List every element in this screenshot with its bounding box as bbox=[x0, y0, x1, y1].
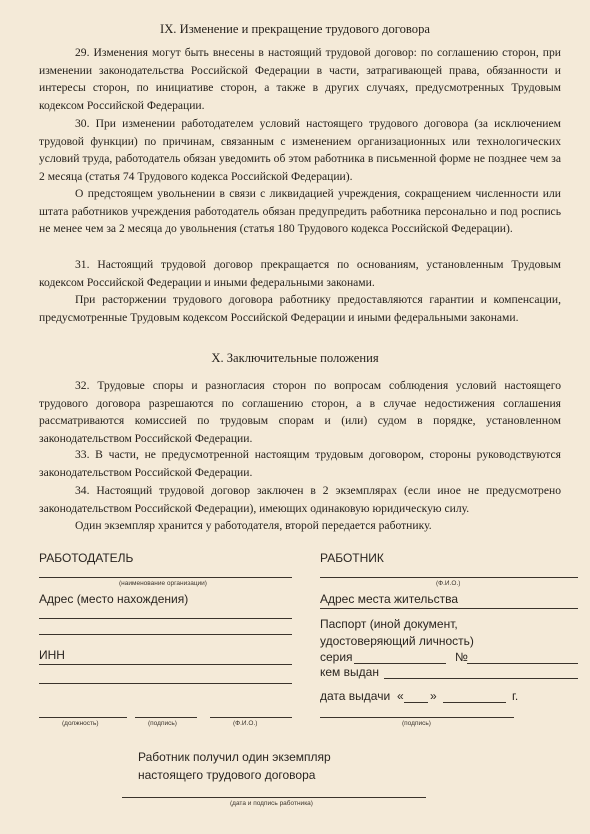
employee-fio-caption: (Ф.И.О.) bbox=[436, 580, 461, 587]
employee-date-day-line[interactable] bbox=[404, 702, 428, 703]
date-close-quote: » bbox=[430, 689, 437, 703]
clause-29: 29. Изменения могут быть внесены в настоящий трудовой договор: по соглашению сторон, при изменении законодательства Российской Федерации в части, затрагивающей права, обязанности и интересы сторон, по инициативе сторон, а также в других случаях, предусмотренных Трудовым кодексом Российской Федерации. bbox=[39, 46, 561, 112]
employee-date-month-line[interactable] bbox=[443, 702, 506, 703]
receipt-signature-line[interactable] bbox=[122, 797, 426, 798]
employee-issued-label: кем выдан bbox=[320, 665, 379, 679]
receipt-line-1: Работник получил один экземпляр bbox=[138, 750, 331, 764]
employer-fio-line[interactable] bbox=[210, 717, 292, 718]
employee-date-label: дата выдачи bbox=[320, 689, 391, 703]
employee-series-line[interactable] bbox=[354, 663, 446, 664]
employee-issued-line[interactable] bbox=[384, 678, 578, 679]
clause-34: 34. Настоящий трудовой договор заключен в 2 экземплярах (если иное не предусмотрено законодательством Российской Федерации), имеющих одинаковую юридическую силу. bbox=[39, 484, 561, 515]
clause-30-dismissal: О предстоящем увольнении в связи с ликвидацией учреждения, сокращением численности или штата работников учреждения работодатель обязан предупредить работника персонально и под роспись не менее чем за 2 месяца до увольнения (статья 180 Трудового кодекса Российской Федерации). bbox=[39, 187, 561, 236]
section-9-title: IX. Изменение и прекращение трудового договора bbox=[160, 22, 430, 36]
employee-number-label: № bbox=[455, 650, 468, 664]
clause-34-copies: Один экземпляр хранится у работодателя, второй передается работнику. bbox=[75, 519, 432, 532]
employee-passport-label-1: Паспорт (иной документ, bbox=[320, 617, 458, 631]
employer-signature-line[interactable] bbox=[135, 717, 197, 718]
employer-org-line[interactable] bbox=[39, 577, 292, 578]
employer-address-label: Адрес (место нахождения) bbox=[39, 592, 189, 606]
employee-passport-label-2: удостоверяющий личность) bbox=[320, 634, 474, 648]
section-10-title: X. Заключительные положения bbox=[211, 351, 379, 365]
employer-address-line-1[interactable] bbox=[39, 618, 292, 619]
employer-address-line-2[interactable] bbox=[39, 634, 292, 635]
employer-position-line[interactable] bbox=[39, 717, 127, 718]
clause-32: 32. Трудовые споры и разногласия сторон по вопросам соблюдения условий настоящего трудового договора разрешаются по соглашению сторон, а в случае недостижения соглашения рассматриваются комиссией по трудовым спорам и (или) судом в порядке, установленном законодательством Российской Федерации. bbox=[39, 379, 561, 445]
employee-address-label: Адрес места жительства bbox=[320, 592, 459, 606]
employer-inn-line[interactable] bbox=[39, 664, 292, 665]
employee-number-line[interactable] bbox=[467, 663, 578, 664]
employee-signature-line[interactable] bbox=[320, 717, 514, 718]
employer-signature-caption: (подпись) bbox=[148, 720, 177, 727]
receipt-line-2: настоящего трудового договора bbox=[138, 768, 316, 782]
employer-org-caption: (наименование организации) bbox=[119, 580, 207, 587]
employer-fio-caption: (Ф.И.О.) bbox=[233, 720, 258, 727]
employer-inn-label: ИНН bbox=[39, 648, 65, 662]
employer-position-caption: (должность) bbox=[62, 720, 99, 727]
clause-33: 33. В части, не предусмотренной настоящим трудовым договором, стороны руководствуются законодательством Российской Федерации. bbox=[39, 448, 561, 479]
employee-heading: РАБОТНИК bbox=[320, 551, 384, 565]
employee-address-line[interactable] bbox=[320, 608, 578, 609]
employer-extra-line[interactable] bbox=[39, 683, 292, 684]
clause-31: 31. Настоящий трудовой договор прекращается по основаниям, установленным Трудовым кодексом Российской Федерации и иными федеральными законами. bbox=[39, 258, 561, 289]
employee-signature-caption: (подпись) bbox=[402, 720, 431, 727]
date-open-quote: « bbox=[397, 689, 404, 703]
clause-31-guarantees: При расторжении трудового договора работнику предоставляются гарантии и компенсации, предусмотренные Трудовым кодексом Российской Федерации и иными федеральными законами. bbox=[39, 293, 561, 324]
employee-fio-line[interactable] bbox=[320, 577, 578, 578]
employee-year-suffix: г. bbox=[512, 689, 519, 703]
employer-heading: РАБОТОДАТЕЛЬ bbox=[39, 551, 134, 565]
receipt-caption: (дата и подпись работника) bbox=[230, 800, 313, 807]
clause-30: 30. При изменении работодателем условий настоящего трудового договора (за исключением трудовой функции) по причинам, связанным с изменением организационных или технологических условий труда, работодатель обязан уведомить об этом работника в письменной форме не позднее чем за 2 месяца (статья 74 Трудового кодекса Российской Федерации). bbox=[39, 117, 561, 183]
employee-series-label: серия bbox=[320, 650, 353, 664]
